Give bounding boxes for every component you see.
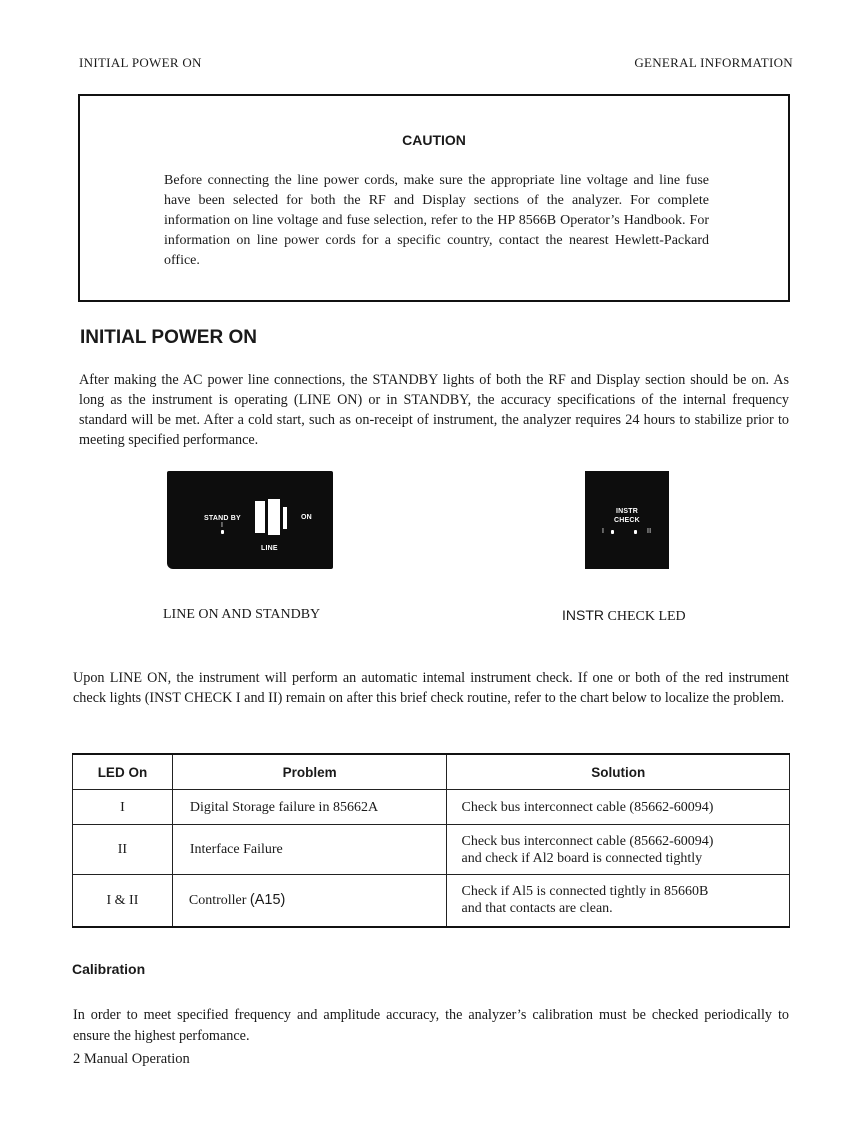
- header-problem: Problem: [172, 754, 447, 790]
- section-title: INITIAL POWER ON: [80, 327, 257, 348]
- led-cell: II: [73, 825, 173, 875]
- led-troubleshooting-table: [72, 753, 790, 928]
- table-row: [73, 825, 790, 875]
- problem-cell: Interface Failure: [172, 825, 447, 875]
- caution-title: CAUTION: [402, 132, 466, 148]
- line-label: LINE: [261, 545, 278, 552]
- line-standby-panel: [167, 471, 333, 569]
- led-two-label: II: [647, 528, 652, 535]
- solution-line: and that contacts are clean.: [461, 901, 613, 917]
- header-solution: Solution: [447, 754, 790, 790]
- line-switch-right-icon: [268, 499, 280, 535]
- problem-cell: [172, 875, 447, 927]
- led-cell: I & II: [73, 875, 173, 927]
- check-label: CHECK: [614, 517, 640, 524]
- caution-text: Before connecting the line power cords, make sure the appropriate line voltage and line fuse have been selected for both the RF and Display sections of the analyzer. For complete information on line voltage and fuse selection, refer to the HP 8566B Operator’s Handbook. For information on line power cords for a specific country, contact the nearest Hewlett-Packard office.: [164, 173, 709, 268]
- table-row: [73, 875, 790, 927]
- calibration-paragraph: In order to meet specified frequency and amplitude accuracy, the analyzer’s calibration must be checked periodically to ensure the highest perfomance.: [73, 1007, 789, 1044]
- solution-cell: [447, 825, 790, 875]
- line-switch-edge-icon: [283, 507, 287, 529]
- standby-mark: I: [221, 522, 224, 529]
- line-switch-left-icon: [255, 501, 265, 533]
- running-header-left: INITIAL POWER ON: [79, 55, 202, 70]
- calibration-title: Calibration: [72, 961, 146, 977]
- solution-cell: [447, 790, 790, 825]
- instr-check-caption-prefix: INSTR: [562, 607, 604, 623]
- problem-suffix: (A15): [249, 891, 286, 908]
- solution-line: and check if Al2 board is connected tightly: [461, 850, 703, 866]
- table-header-row: [73, 754, 790, 790]
- line-standby-caption: LINE ON AND STANDBY: [163, 607, 321, 622]
- on-label: ON: [301, 514, 312, 521]
- solution-line: Check if Al5 is connected tightly in 85660B: [461, 884, 709, 900]
- table-row: [73, 790, 790, 825]
- instr-check-caption: [562, 607, 686, 625]
- solution-line: Check bus interconnect cable (85662-60094): [461, 799, 714, 815]
- solution-line: Check bus interconnect cable (85662-60094): [461, 833, 714, 849]
- running-header-right: GENERAL INFORMATION: [634, 55, 793, 70]
- intro-paragraph: After making the AC power line connections, the STANDBY lights of both the RF and Display section should be on. As long as the instrument is operating (LINE ON) or in STANDBY, the accuracy specifications of the internal frequency standard will be met. After a cold start, such as on-receipt of instrument, the analyzer requires 24 hours to stabilize prior to meeting specified performance.: [79, 372, 789, 448]
- header-led-on: LED On: [73, 754, 173, 790]
- solution-cell: [447, 875, 790, 927]
- instr-check-panel: [585, 471, 669, 569]
- led-one-label: I: [602, 528, 605, 535]
- caution-box: [78, 94, 790, 302]
- led-cell: I: [73, 790, 173, 825]
- led-one-icon: [611, 530, 614, 534]
- instr-check-caption-rest: CHECK LED: [604, 609, 686, 624]
- standby-light-icon: [221, 530, 224, 534]
- instr-label: INSTR: [616, 508, 638, 515]
- page-footer: 2 Manual Operation: [73, 1051, 190, 1067]
- led-two-icon: [634, 530, 637, 534]
- problem-cell: Digital Storage failure in 85662A: [172, 790, 447, 825]
- problem-text: Controller: [188, 892, 250, 908]
- instrument-check-paragraph: Upon LINE ON, the instrument will perform an automatic intemal instrument check. If one or both of the red instrument check lights (INST CHECK I and II) remain on after this brief check routine, refer to the chart below to localize the problem.: [73, 670, 789, 706]
- standby-label: STAND BY: [204, 515, 241, 522]
